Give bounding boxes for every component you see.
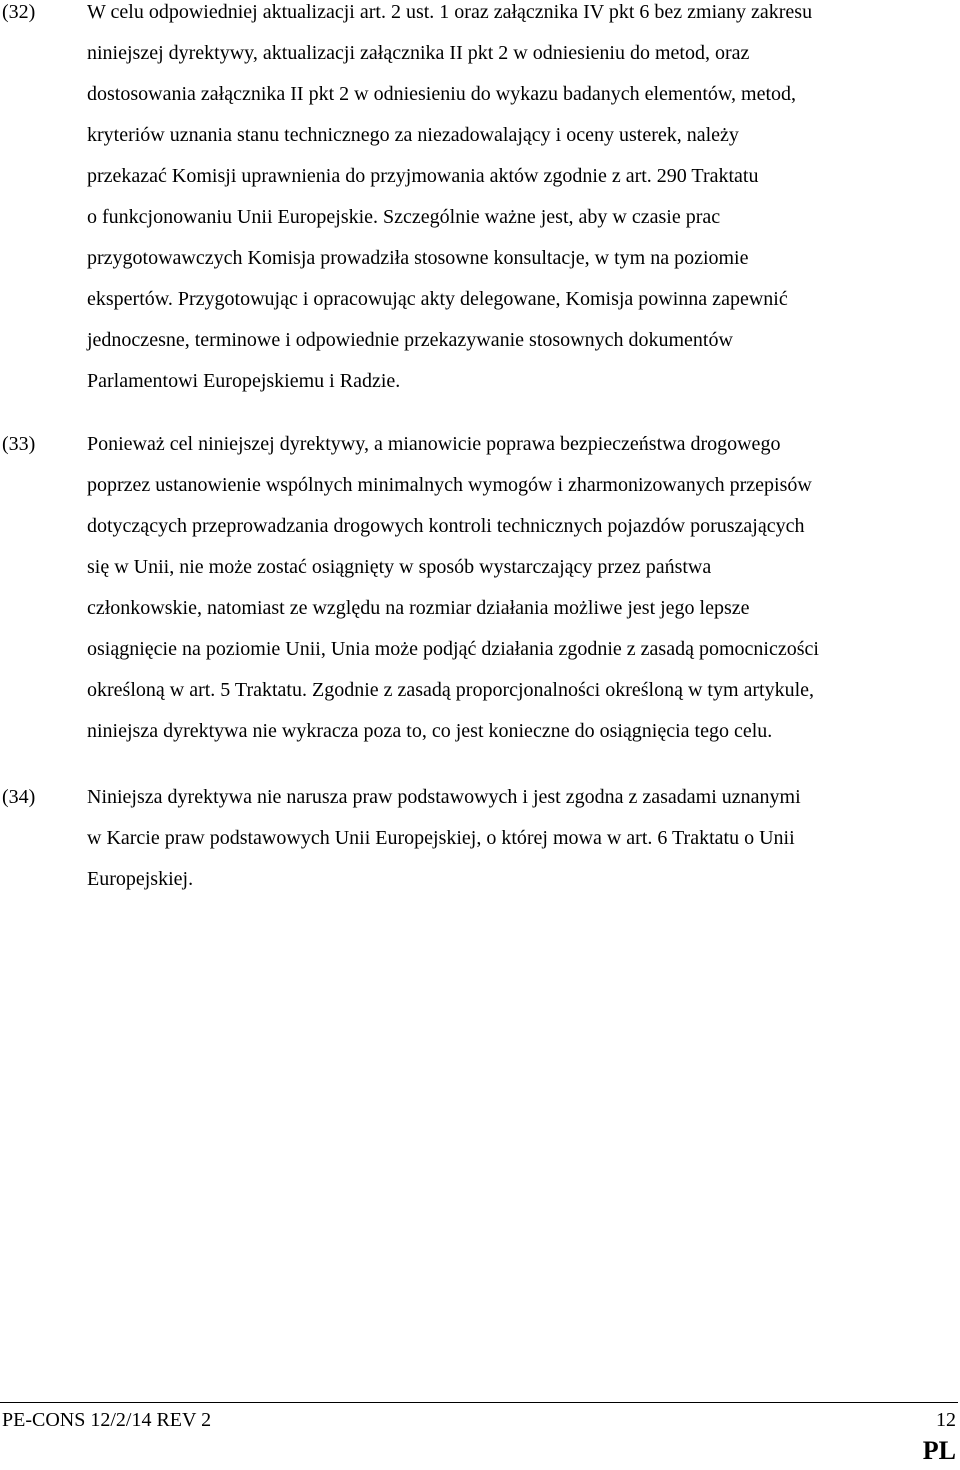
text-line: przekazać Komisji uprawnienia do przyjmowania aktów zgodnie z art. 290 Traktatu [87, 165, 759, 187]
recital-text [87, 424, 959, 752]
text-line: osiągnięcie na poziomie Unii, Unia może podjąć działania zgodnie z zasadą pomocniczości [87, 638, 819, 660]
text-line: ekspertów. Przygotowując i opracowując akty delegowane, Komisja powinna zapewnić [87, 288, 788, 310]
text-line: dostosowania załącznika II pkt 2 w odniesieniu do wykazu badanych elementów, metod, [87, 83, 797, 105]
page-number: 12 [936, 1409, 956, 1431]
text-line: Niniejsza dyrektywa nie narusza praw podstawowych i jest zgodna z zasadami uznanymi [87, 786, 801, 808]
text-line: poprzez ustanowienie wspólnych minimalnych wymogów i zharmonizowanych przepisów [87, 474, 812, 496]
text-line: Ponieważ cel niniejszej dyrektywy, a mianowicie poprawa bezpieczeństwa drogowego [87, 433, 781, 455]
text-line: członkowskie, natomiast ze względu na rozmiar działania możliwe jest jego lepsze [87, 597, 750, 619]
recital-number: (32) [2, 1, 36, 23]
text-line: o funkcjonowaniu Unii Europejskie. Szczególnie ważne jest, aby w czasie prac [87, 206, 721, 228]
text-line: niniejsza dyrektywa nie wykracza poza to, co jest konieczne do osiągnięcia tego celu. [87, 720, 773, 742]
recital-text [87, 0, 959, 402]
text-line: jednoczesne, terminowe i odpowiednie przekazywanie stosownych dokumentów [87, 329, 733, 351]
footer-divider [0, 1402, 958, 1403]
recital-text [87, 777, 959, 900]
text-line: niniejszej dyrektywy, aktualizacji załącznika II pkt 2 w odniesieniu do metod, oraz [87, 42, 750, 64]
language-code: PL [922, 1436, 956, 1465]
recital-number: (34) [2, 786, 36, 808]
text-line: kryteriów uznania stanu technicznego za niezadowalający i oceny usterek, należy [87, 124, 739, 146]
text-line: W celu odpowiedniej aktualizacji art. 2 ust. 1 oraz załącznika IV pkt 6 bez zmiany zakresu [87, 1, 813, 23]
text-line: się w Unii, nie może zostać osiągnięty w sposób wystarczający przez państwa [87, 556, 712, 578]
text-line: dotyczących przeprowadzania drogowych kontroli technicznych pojazdów poruszających [87, 515, 805, 537]
text-line: określoną w art. 5 Traktatu. Zgodnie z zasadą proporcjonalności określoną w tym artykule, [87, 679, 815, 701]
document-reference: PE-CONS 12/2/14 REV 2 [2, 1409, 212, 1431]
recital-number: (33) [2, 433, 36, 455]
text-line: Europejskiej. [87, 868, 194, 890]
text-line: w Karcie praw podstawowych Unii Europejskiej, o której mowa w art. 6 Traktatu o Unii [87, 827, 795, 849]
text-line: przygotowawczych Komisja prowadziła stosowne konsultacje, w tym na poziomie [87, 247, 749, 269]
text-line: Parlamentowi Europejskiemu i Radzie. [87, 370, 401, 392]
